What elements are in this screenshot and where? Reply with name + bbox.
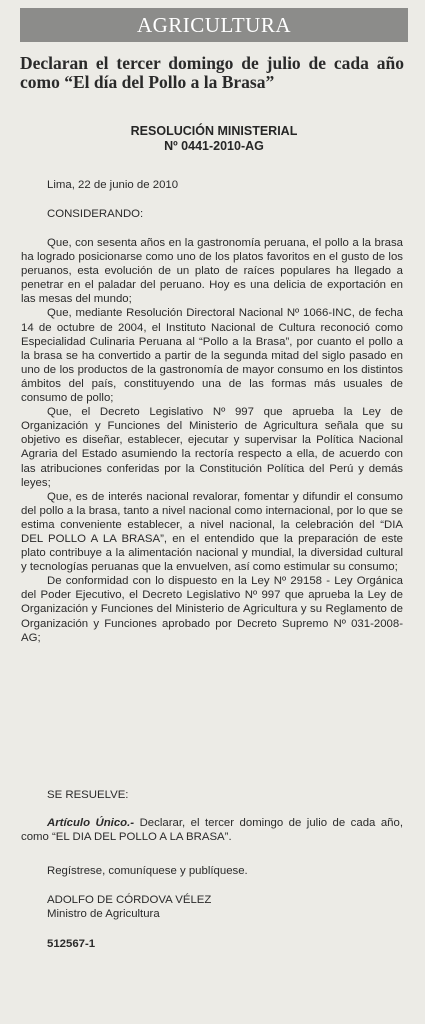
- resolution-type: RESOLUCIÓN MINISTERIAL: [130, 124, 298, 138]
- notice-number: 512567-1: [47, 938, 96, 950]
- signer-name: ADOLFO DE CÓRDOVA VÉLEZ: [47, 894, 212, 906]
- resolution-number: Nº 0441-2010-AG: [164, 139, 264, 153]
- paragraph: Que, el Decreto Legislativo Nº 997 que aprueba la Ley de Organización y Funciones del Ministerio de Agricultura señala que su objetivo es diseñar, establecer, ejecutar y supervisar la Política Nacional Agraria del Estado asumiendo la rectoría respecto a ella, de acuerdo con las atribuciones conferidas por la Constitución Política del Perú y demás leyes;: [21, 406, 403, 489]
- closing-formula: Regístrese, comuníquese y publíquese.: [47, 865, 248, 877]
- paragraph: Que, es de interés nacional revalorar, fomentar y difundir el consumo del pollo a la brasa, tanto a nivel nacional como internacional, por lo que se estima conveniente establecer, a nivel nacional, la celebración del “DIA DEL POLLO A LA BRASA”, en el entendido que la preparación de este plato contribuye a la alimentación nacional y mundial, la diversidad cultural y tecnologías peruanas que la envuelven, así como estimular su consumo;: [21, 490, 403, 574]
- headline: Declaran el tercer domingo de julio de cada año como “El día del Pollo a la Brasa”: [20, 53, 404, 92]
- article-label: Artículo Único.-: [47, 817, 135, 829]
- paragraph: Que, mediante Resolución Directoral Nacional Nº 1066-INC, de fecha 14 de octubre de 2004, el Instituto Nacional de Cultura reconoció como Especialidad Culinaria Peruana al “Pollo a la Brasa”, por cuanto el pollo a la brasa se ha convertido a partir de la segunda mitad del siglo pasado en uno de los productos de la gastronomía de mayor consumo en los distintos ámbitos del país, constituyendo una de las formas más usuales de consumo de pollo;: [21, 307, 403, 405]
- paragraph: De conformidad con lo dispuesto en la Ley Nº 29158 - Ley Orgánica del Poder Ejecutivo, el Decreto Legislativo Nº 997 que aprueba la Ley de Organización y Funciones del Ministerio de Agricultura y su Reglamento de Organización y Funciones aprobado por Decreto Supremo Nº 031-2008-AG;: [21, 575, 403, 644]
- signer-title: Ministro de Agricultura: [47, 908, 160, 920]
- se-resuelve-heading: SE RESUELVE:: [47, 789, 129, 801]
- paragraph: Que, con sesenta años en la gastronomía peruana, el pollo a la brasa ha logrado posicionarse como uno de los platos favoritos en el gusto de los peruanos, esta evolución de un plato de raíces populares ha llegado a penetrar en el paladar del peruano. Hoy es una delicia de exportación en las mesas del mundo;: [21, 237, 403, 306]
- section-banner: AGRICULTURA: [20, 8, 408, 42]
- article-text: Declarar, el tercer domingo de julio de cada año, como “EL DIA DEL POLLO A LA BRASA”.: [21, 817, 404, 844]
- considerando-heading: CONSIDERANDO:: [47, 208, 144, 220]
- date-line: Lima, 22 de junio de 2010: [47, 179, 179, 191]
- considerando-paragraphs: [21, 236, 403, 645]
- article-unico: [21, 816, 403, 844]
